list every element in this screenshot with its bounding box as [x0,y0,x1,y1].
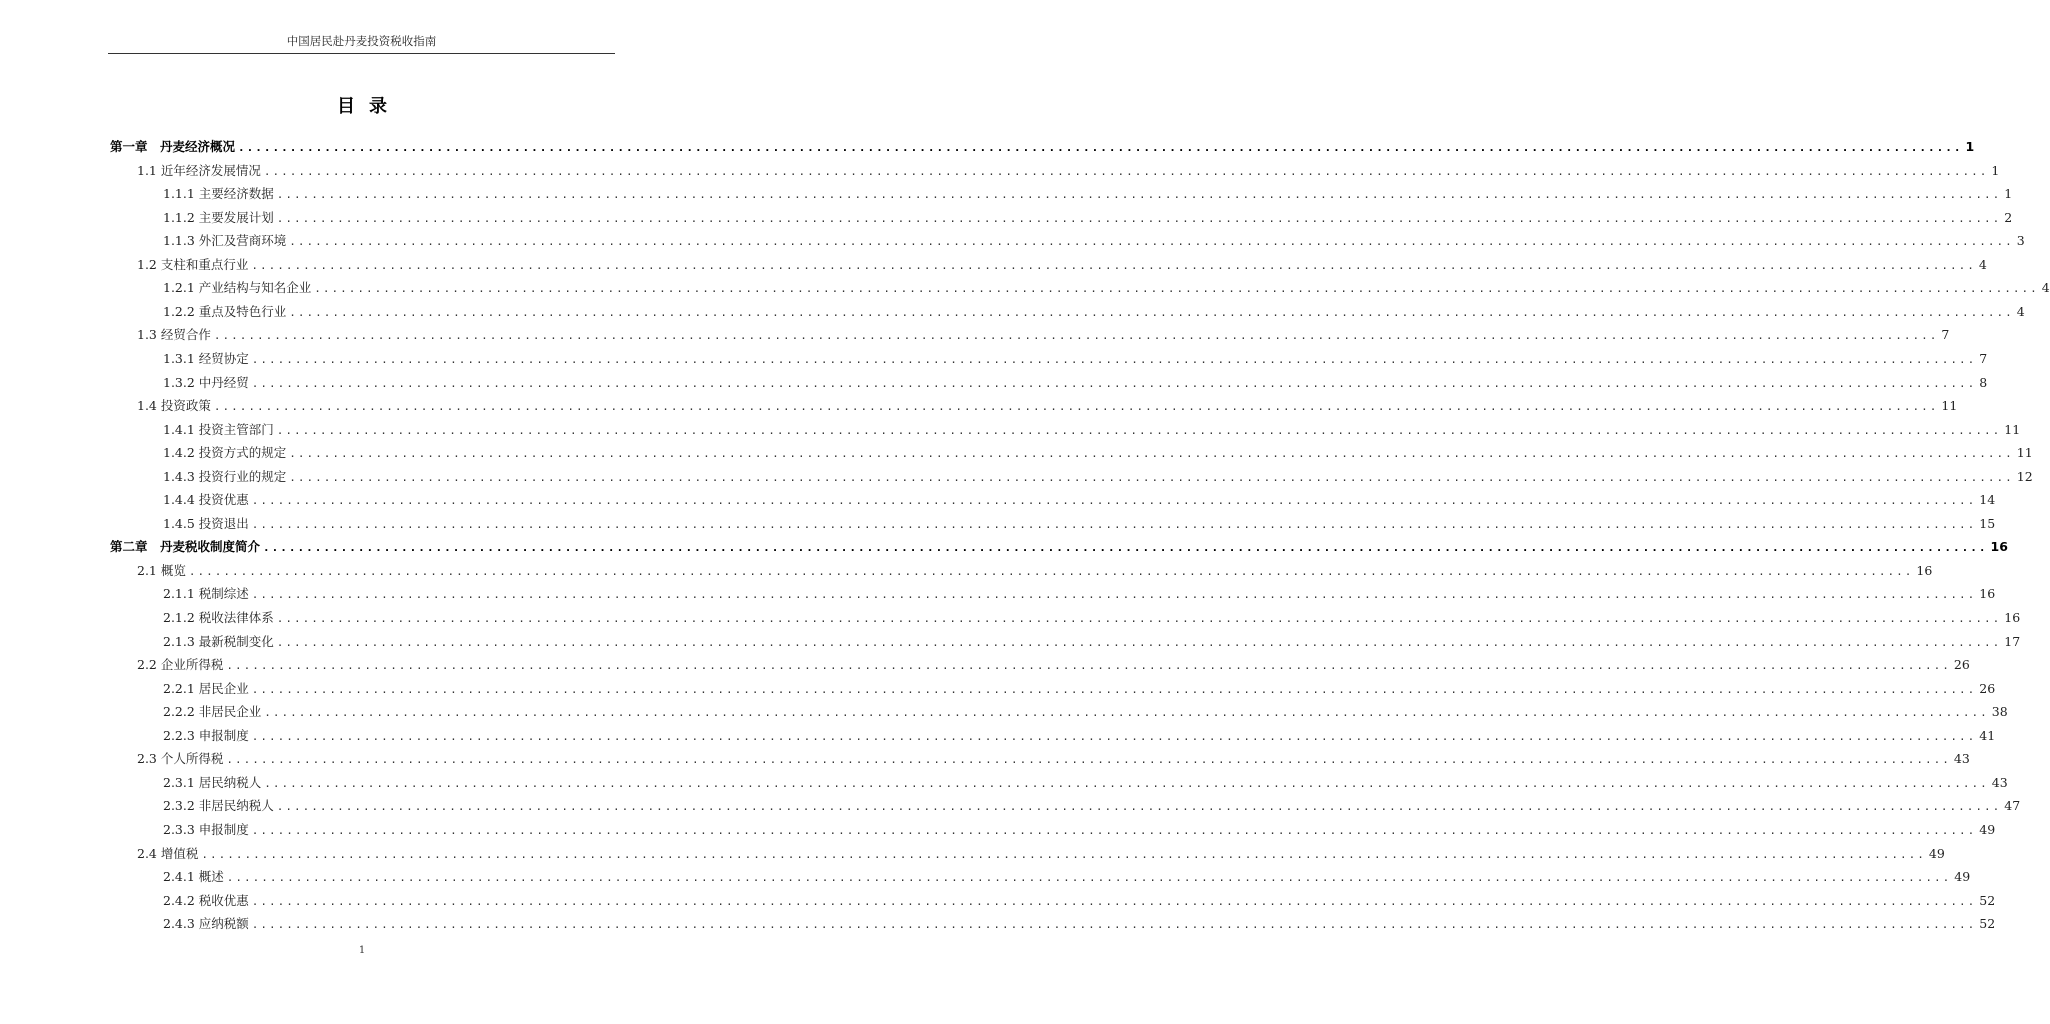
toc-dot-leader: ........................................................................................................................................................................................................ [276,635,2002,649]
toc-entry-label: 1.1.3 外汇及营商环境 [163,233,287,249]
toc-entry-page: 52 [1979,892,1996,908]
toc-entry-label: 1.2 支柱和重点行业 [137,256,249,272]
toc-entry[interactable] [163,488,1996,508]
toc-entry-label: 1.3.1 经贸协定 [163,350,249,366]
toc-dot-leader: ........................................................................................................................................................................................................ [251,376,1977,390]
toc-entry-label: 1.4.5 投资退出 [163,515,249,531]
toc-entry[interactable] [163,300,2025,320]
toc-dot-leader: ........................................................................................................................................................................................................ [251,352,1977,366]
toc-entry[interactable] [137,653,1970,673]
toc-entry-label: 1.3 经贸合作 [137,327,211,343]
toc-entry[interactable] [163,512,1996,532]
toc-dot-leader: ........................................................................................................................................................................................................ [201,847,1926,861]
toc-dot-leader: ........................................................................................................................................................................................................ [276,800,2002,814]
toc-entry[interactable] [163,182,2013,202]
toc-entry-page: 49 [1979,821,1996,837]
toc-entry[interactable] [137,394,1958,414]
toc-dot-leader: ........................................................................................................................................................................................................ [263,541,1988,555]
toc-entry-label: 2.4 增值税 [137,845,199,861]
toc-entry-page: 4 [1978,256,1987,272]
toc-dot-leader: ........................................................................................................................................................................................................ [276,612,2002,625]
toc-entry[interactable] [163,206,2013,226]
toc-dot-leader: ........................................................................................................................................................................................................ [289,470,2014,484]
toc-entry-page: 49 [1928,845,1945,861]
toc-entry-label: 2.4.2 税收优惠 [163,892,249,908]
toc-entry-page: 1 [1965,139,1975,154]
toc-dot-leader: ........................................................................................................................................................................................................ [226,871,1952,885]
toc-entry-label: 1.2.2 重点及特色行业 [163,303,287,319]
toc-entry[interactable] [163,465,2033,485]
toc-dot-leader: ........................................................................................................................................................................................................ [289,305,2014,319]
toc-entry[interactable] [163,724,1996,744]
toc-entry-page: 47 [2004,798,2021,814]
toc-entry-page: 11 [1941,398,1958,414]
toc-entry-page: 1 [1991,162,2000,178]
toc-entry-label: 2.1.2 税收法律体系 [163,610,274,625]
toc-entry-label: 2.2.2 非居民企业 [163,704,262,720]
toc-entry-label: 1.4.4 投资优惠 [163,492,249,508]
toc-entry-page: 49 [1954,869,1971,885]
toc-entry-page: 43 [1991,774,2008,790]
toc-entry-label: 第一章 丹麦经济概况 [110,139,236,154]
toc-entry-page: 2 [2004,209,2013,225]
toc-dot-leader: ........................................................................................................................................................................................................ [251,918,1977,932]
toc-dot-leader: ........................................................................................................................................................................................................ [251,729,1977,743]
toc-entry[interactable] [163,700,2008,720]
toc-entry-page: 43 [1953,751,1970,767]
toc-dot-leader: ........................................................................................................................................................................................................ [251,517,1977,531]
toc-dot-leader: ........................................................................................................................................................................................................ [226,753,1951,767]
toc-entry-page: 1 [2004,186,2013,202]
toc-dot-leader: ........................................................................................................................................................................................................ [251,894,1977,908]
toc-entry-page: 4 [2016,303,2025,319]
toc-entry-label: 1.4 投资政策 [137,398,211,414]
toc-dot-leader: ........................................................................................................................................................................................................ [251,494,1977,508]
toc-entry[interactable] [137,747,1970,767]
toc-dot-leader: ........................................................................................................................................................................................................ [264,706,1989,720]
toc-entry-page: 16 [1979,586,1996,602]
toc-entry-page: 7 [1979,350,1988,366]
running-header: 中国居民赴丹麦投资税收指南 [286,34,437,48]
toc-dot-leader: ........................................................................................................................................................................................................ [213,329,1939,343]
toc-dot-leader: ........................................................................................................................................................................................................ [276,188,2002,202]
header-rule [108,53,615,54]
toc-entry[interactable] [163,371,1988,391]
toc-entry-label: 2.3 个人所得税 [137,751,224,767]
toc-entry-page: 41 [1979,727,1996,743]
toc-entry-label: 1.4.2 投资方式的规定 [163,445,287,461]
toc-entry-page: 11 [2004,421,2021,437]
toc-entry[interactable] [137,559,1933,579]
toc-entry-page: 3 [2016,233,2025,249]
toc-entry-label: 1.1.1 主要经济数据 [163,186,274,202]
toc-dot-leader: ........................................................................................................................................................................................................ [226,659,1951,673]
toc-entry[interactable] [137,159,2000,179]
toc-entry-page: 12 [2016,468,2033,484]
toc-entry-label: 2.3.2 非居民纳税人 [163,798,274,814]
toc-entry-page: 17 [2004,633,2021,649]
toc-dot-leader: ........................................................................................................................................................................................................ [251,588,1977,602]
toc-entry[interactable] [163,771,2008,791]
toc-entry-page: 16 [2004,610,2021,625]
toc-entry[interactable] [163,677,1996,697]
toc-entry[interactable] [163,347,1988,367]
toc-dot-leader: ........................................................................................................................................................................................................ [276,211,2002,225]
toc-entry-label: 2.1 概览 [137,562,186,578]
page-number: 1 [358,945,366,956]
toc-entry[interactable] [163,229,2025,249]
toc-entry-label: 2.2.1 居民企业 [163,680,249,696]
toc-entry[interactable] [110,135,1975,155]
toc-entry-page: 8 [1979,374,1988,390]
toc-entry-label: 2.3.3 申报制度 [163,821,249,837]
toc-entry-page: 14 [1979,492,1996,508]
toc-entry-label: 2.4.3 应纳税额 [163,916,249,932]
toc-dot-leader: ........................................................................................................................................................................................................ [263,164,1989,178]
toc-entry-label: 2.2.3 申报制度 [163,727,249,743]
toc-entry-page: 16 [1990,539,2008,555]
toc-entry[interactable] [163,865,1971,885]
toc-dot-leader: ........................................................................................................................................................................................................ [289,235,2014,249]
toc-entry-page: 26 [1953,657,1970,673]
toc-entry[interactable] [163,794,2021,814]
toc-dot-leader: ........................................................................................................................................................................................................ [289,447,2014,461]
toc-entry-page: 26 [1979,680,1996,696]
toc-title-text: 目录 [337,96,401,117]
toc-entry-label: 1.1.2 主要发展计划 [163,209,274,225]
toc-entry[interactable] [163,418,2021,438]
toc-entry-label: 1.4.3 投资行业的规定 [163,468,287,484]
toc-entry-page: 16 [1916,562,1933,578]
toc-entry[interactable] [163,818,1996,838]
toc-dot-leader: ........................................................................................................................................................................................................ [251,823,1977,837]
toc-entry[interactable] [163,582,1996,602]
toc-entry[interactable] [137,323,1950,343]
toc-entry[interactable] [163,630,2021,650]
toc-dot-leader: ........................................................................................................................................................................................................ [213,400,1939,414]
toc-entry[interactable] [163,441,2033,461]
toc-entry-page: 11 [2016,445,2033,461]
toc-dot-leader: ........................................................................................................................................................................................................ [238,141,1963,154]
toc-dot-leader: ........................................................................................................................................................................................................ [251,682,1977,696]
toc-entry-page: 7 [1941,327,1950,343]
toc-entry[interactable] [163,276,2050,296]
toc-entry-label: 1.3.2 中丹经贸 [163,374,249,390]
toc-dot-leader: ........................................................................................................................................................................................................ [188,564,1914,578]
toc-entry[interactable] [163,912,1996,932]
toc-title [0,92,724,118]
toc-entry-page: 52 [1979,916,1996,932]
toc-entry-label: 2.4.1 概述 [163,869,224,885]
toc-entry-page: 15 [1979,515,1996,531]
toc-entry-label: 1.1 近年经济发展情况 [137,162,261,178]
toc-entry[interactable] [163,889,1996,909]
toc-entry-page: 4 [2041,280,2050,296]
toc-dot-leader: ........................................................................................................................................................................................................ [264,776,1989,790]
toc-entry-label: 1.2.1 产业结构与知名企业 [163,280,312,296]
toc-entry-label: 第二章 丹麦税收制度简介 [110,539,261,555]
toc-entry[interactable] [110,535,2008,555]
toc-entry-label: 2.2 企业所得税 [137,657,224,673]
toc-entry[interactable] [137,842,1945,862]
toc-entry-label: 2.1.1 税制综述 [163,586,249,602]
toc-dot-leader: ........................................................................................................................................................................................................ [314,282,2039,296]
toc-entry[interactable] [163,606,2021,626]
toc-entry-label: 2.1.3 最新税制变化 [163,633,274,649]
toc-dot-leader: ........................................................................................................................................................................................................ [251,258,1976,272]
toc-entry-label: 1.4.1 投资主管部门 [163,421,274,437]
toc-entry-label: 2.3.1 居民纳税人 [163,774,262,790]
toc-dot-leader: ........................................................................................................................................................................................................ [276,423,2002,437]
toc-entry[interactable] [137,253,1987,273]
toc-entry-page: 38 [1991,704,2008,720]
